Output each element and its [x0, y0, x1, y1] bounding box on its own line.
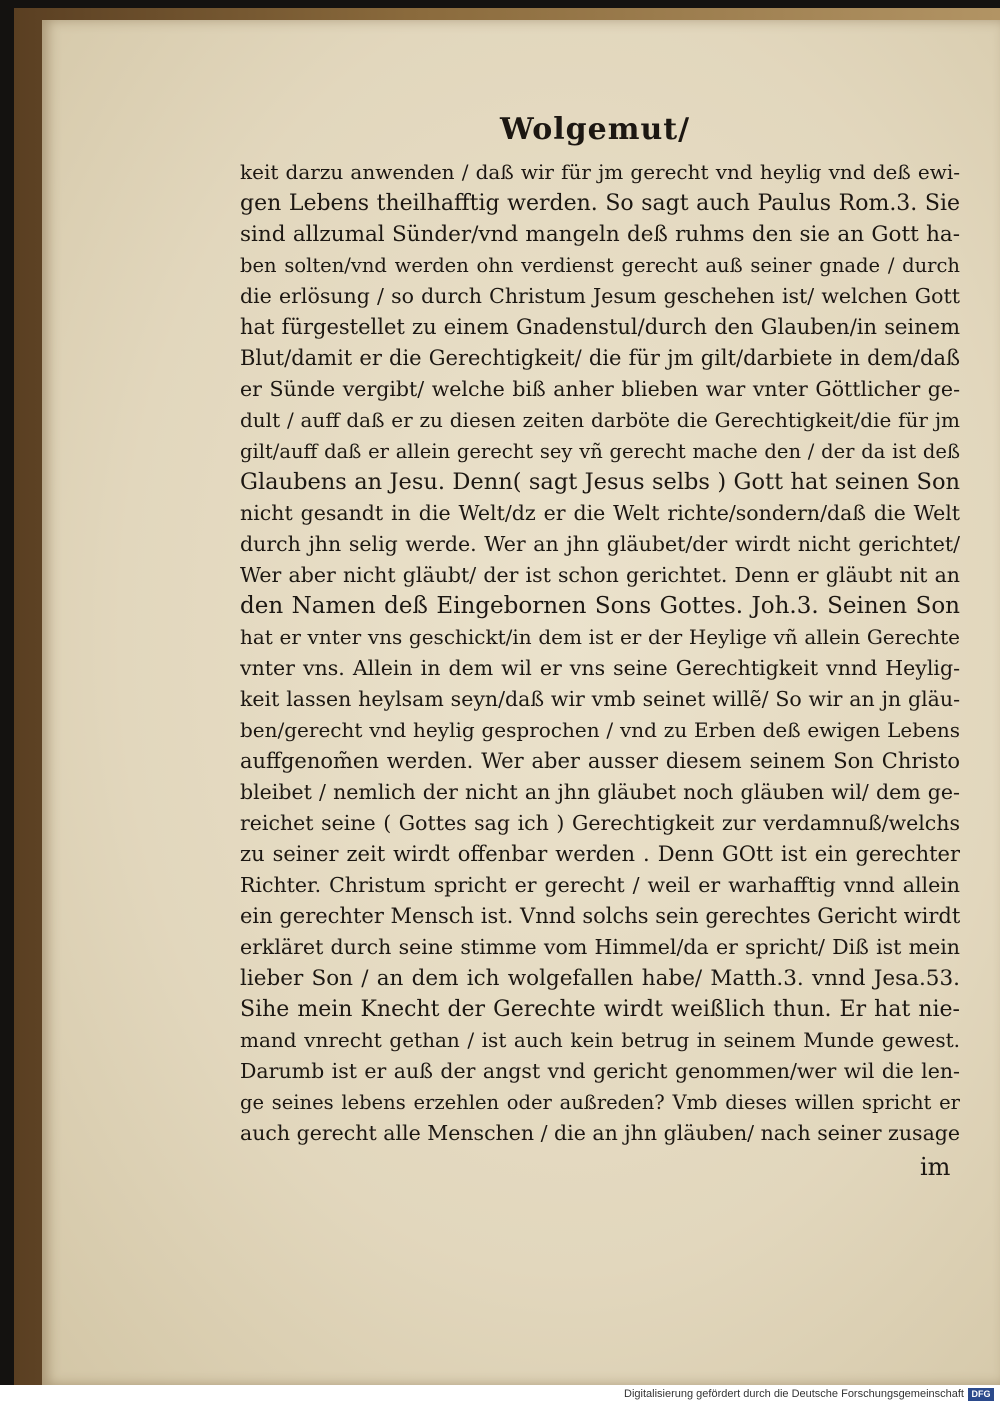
text-line: mand vnrecht gethan / ist auch kein betrug in seinem Munde gewest. [240, 1028, 960, 1052]
text-line: gen Lebens theilhafftig werden. So sagt auch Paulus Rom.3. Sie [240, 191, 960, 216]
text-line: Glaubens an Jesu. Denn( sagt Jesus selbs ) Gott hat seinen Son [240, 469, 960, 495]
text-line: reichet seine ( Gottes sag ich ) Gerechtigkeit zur verdamnuß/welchs [240, 811, 960, 835]
running-head: Wolgemut/ [500, 112, 691, 147]
text-line: gilt/auff daß er allein gerecht sey vñ gerecht mache den / der da ist deß [240, 440, 960, 463]
text-line: sind allzumal Sünder/vnd mangeln deß ruhms den sie an Gott ha- [240, 222, 960, 247]
text-line: Blut/damit er die Gerechtigkeit/ die für jm gilt/darbiete in dem/daß [240, 346, 960, 370]
body-text [240, 157, 960, 1149]
text-line: auch gerecht alle Menschen / die an jhn gläuben/ nach seiner zusage [240, 1121, 960, 1145]
text-line: auffgenom̃en werden. Wer aber ausser diesem seinem Son Christo [240, 749, 960, 773]
text-line: den Namen deß Eingebornen Sons Gottes. Joh.3. Seinen Son [240, 593, 960, 619]
text-line: lieber Son / an dem ich wolgefallen habe/ Matth.3. vnnd Jesa.53. [240, 966, 960, 991]
text-line: Sihe mein Knecht der Gerechte wirdt weißlich thun. Er hat nie- [240, 997, 960, 1022]
text-line: Darumb ist er auß der angst vnd gericht genommen/wer wil die len- [240, 1059, 960, 1083]
text-line: hat fürgestellet zu einem Gnadenstul/durch den Glauben/in seinem [240, 315, 960, 339]
footer-bar [0, 1385, 1000, 1404]
text-line: keit lassen heylsam seyn/daß wir vmb seinet willẽ/ So wir an jn gläu- [240, 687, 960, 711]
text-line: Richter. Christum spricht er gerecht / weil er warhafftig vnnd allein [240, 873, 960, 897]
text-line: durch jhn selig werde. Wer an jhn gläubet/der wirdt nicht gerichtet/ [240, 532, 960, 556]
footer-credit: Digitalisierung gefördert durch die Deutsche Forschungsgemeinschaft [624, 1388, 964, 1400]
text-line: keit darzu anwenden / daß wir für jm gerecht vnd heylig vnd deß ewi- [240, 160, 960, 184]
text-line: zu seiner zeit wirdt offenbar werden . Denn GOtt ist ein gerechter [240, 842, 960, 866]
dfg-logo-icon: DFG [968, 1388, 994, 1401]
text-line: hat er vnter vns geschickt/in dem ist er der Heylige vñ allein Gerechte [240, 625, 960, 649]
text-line: er Sünde vergibt/ welche biß anher blieben war vnter Göttlicher ge- [240, 377, 960, 401]
text-line: die erlösung / so durch Christum Jesum geschehen ist/ welchen Gott [240, 284, 960, 308]
text-line: dult / auff daß er zu diesen zeiten darböte die Gerechtigkeit/die für jm [240, 408, 960, 432]
text-line: vnter vns. Allein in dem wil er vns seine Gerechtigkeit vnnd Heylig- [240, 656, 960, 680]
text-line: ein gerechter Mensch ist. Vnnd solchs sein gerechtes Gericht wirdt [240, 904, 960, 928]
text-line: ben/gerecht vnd heylig gesprochen / vnd zu Erben deß ewigen Lebens [240, 718, 960, 742]
text-line: erkläret durch seine stimme vom Himmel/da er spricht/ Diß ist mein [240, 935, 960, 959]
text-line: bleibet / nemlich der nicht an jhn gläubet noch gläuben wil/ dem ge- [240, 780, 960, 804]
text-line: Wer aber nicht gläubt/ der ist schon gerichtet. Denn er gläubt nit an [240, 563, 960, 587]
text-line: ben solten/vnd werden ohn verdienst gerecht auß seiner gnade / durch [240, 254, 960, 277]
text-line: ge seines lebens erzehlen oder außreden? Vmb dieses willen spricht er [240, 1091, 960, 1114]
catchword: im [920, 1153, 951, 1181]
text-line: nicht gesandt in die Welt/dz er die Welt richte/sondern/daß die Welt [240, 501, 960, 525]
